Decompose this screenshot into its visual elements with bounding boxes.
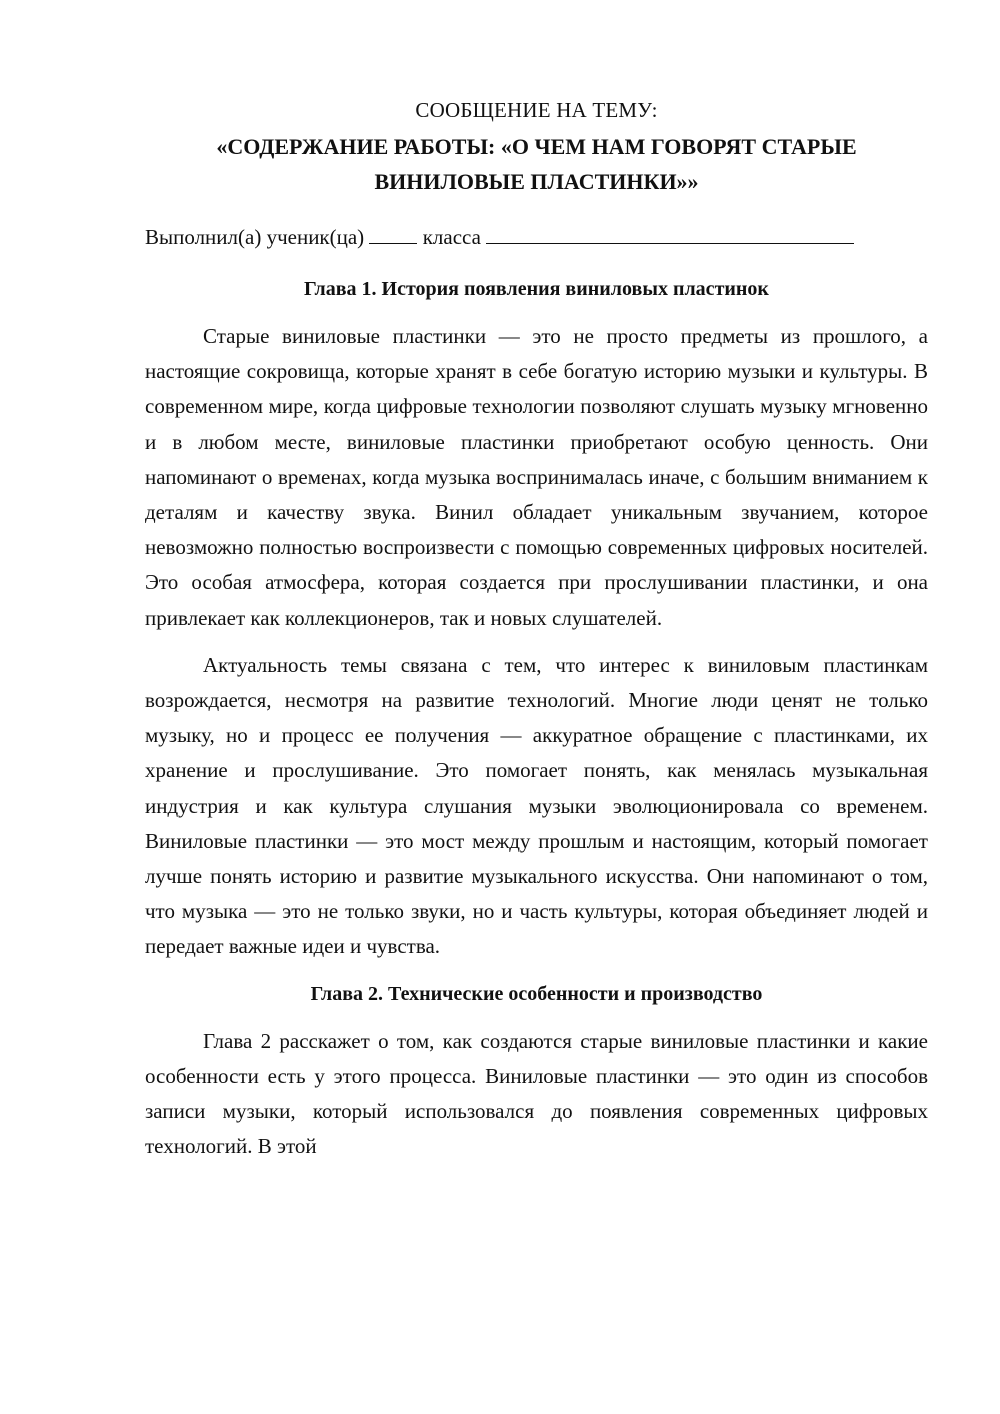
document-title-line-1: «СОДЕРЖАНИЕ РАБОТЫ: «О ЧЕМ НАМ ГОВОРЯТ СТАРЫЕ bbox=[216, 134, 857, 159]
document-label: СООБЩЕНИЕ НА ТЕМУ: bbox=[415, 98, 658, 122]
document-title bbox=[145, 129, 928, 199]
page-content bbox=[145, 93, 928, 1164]
chapter-2-paragraph-1: Глава 2 расскажет о том, как создаются старые виниловые пластинки и какие особенности есть у этого процесса. Виниловые пластинки — это один из способов записи музыки, который использовался до появления современных цифровых технологий. В этой bbox=[145, 1028, 928, 1159]
name-blank-field bbox=[486, 219, 854, 244]
chapter-1-paragraph-1: Старые виниловые пластинки — это не просто предметы из прошлого, а настоящие сокровища, которые хранят в себе богатую историю музыки и культуры. В современном мире, когда цифровые технологии позволяют слушать музыку мгновенно и в любом месте, виниловые пластинки приобретают особую ценность. Они напоминают о временах, когда музыка воспринималась иначе, с большим вниманием к деталям и качеству звука. Винил обладает уникальным звучанием, которое невозможно полностью воспроизвести с помощью современных цифровых носителей. Это особая атмосфера, которая создается при прослушивании пластинки, и она привлекает как коллекционеров, так и новых слушателей. bbox=[145, 324, 928, 630]
chapter-1-paragraph-2: Актуальность темы связана с тем, что интерес к виниловым пластинкам возрождается, несмотря на развитие технологий. Многие люди ценят не только музыку, но и процесс ее получения — аккуратное обращение с пластинками, их хранение и прослушивание. Это помогает понять, как менялась музыкальная индустрия и как культура слушания музыки эволюционировала со временем. Виниловые пластинки — это мост между прошлым и настоящим, который помогает лучше понять историю и развитие музыкального искусства. Они напоминают о том, что музыка — это не только звуки, но и часть культуры, которая объединяет людей и передает важные идеи и чувства. bbox=[145, 652, 928, 959]
author-line bbox=[145, 219, 928, 254]
chapter-2-heading: Глава 2. Технические особенности и производство bbox=[310, 982, 763, 1005]
document-title-line-2: ВИНИЛОВЫЕ ПЛАСТИНКИ»» bbox=[374, 169, 699, 194]
class-word: класса bbox=[422, 225, 481, 249]
author-prefix: Выполнил(а) ученик(ца) bbox=[145, 225, 365, 249]
chapter-1-heading: Глава 1. История появления виниловых пластинок bbox=[304, 278, 769, 300]
class-blank-field bbox=[369, 219, 417, 244]
